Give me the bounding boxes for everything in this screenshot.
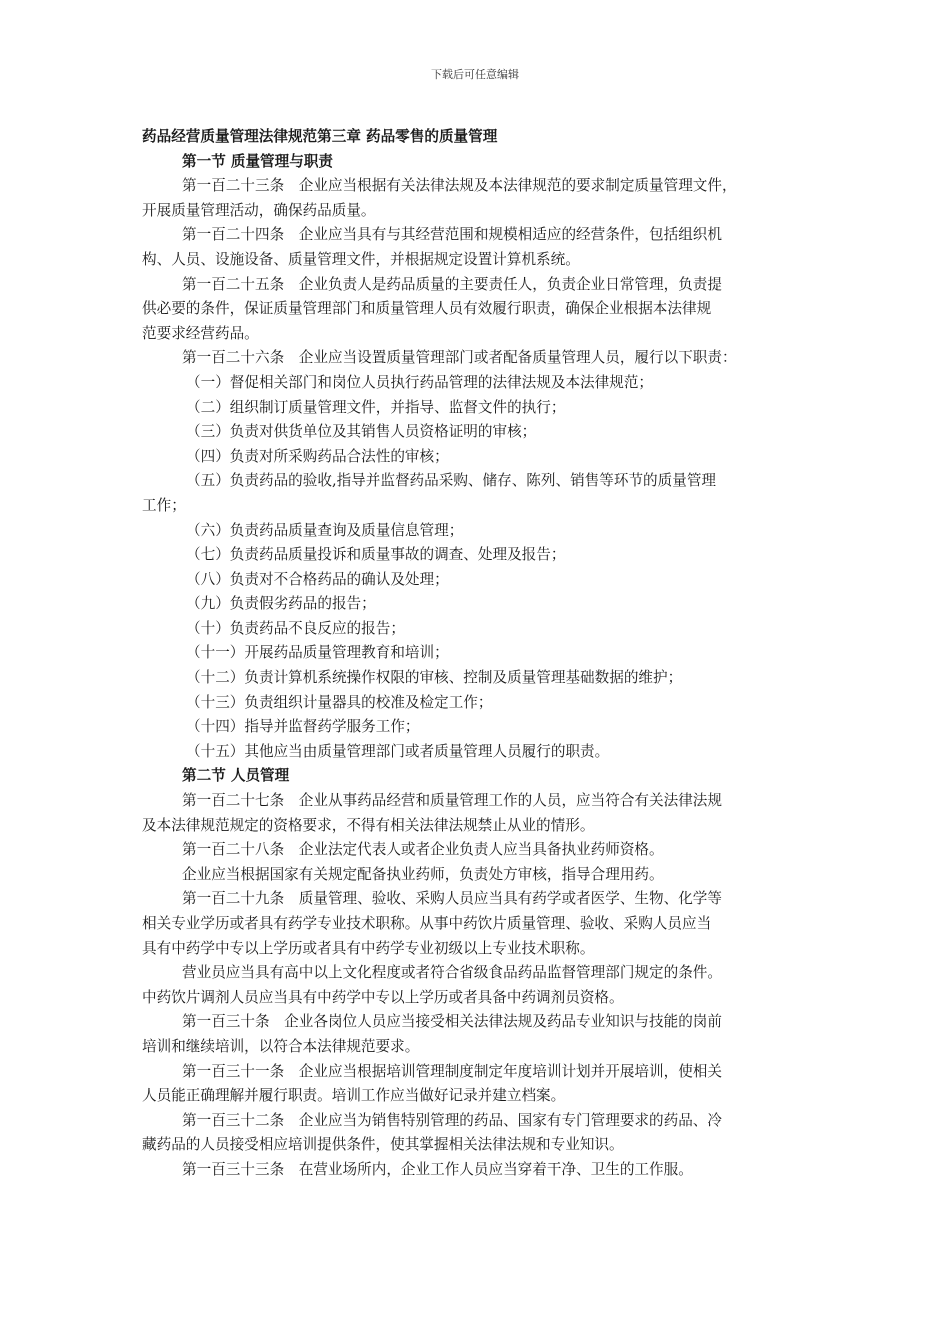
article-126-line: 第一百二十六条 企业应当设置质量管理部门或者配备质量管理人员，履行以下职责： <box>182 349 737 367</box>
duty-item: （十三）负责组织计量器具的校准及检定工作； <box>186 693 493 711</box>
chapter-title: 药品经营质量管理法律规范第三章 药品零售的质量管理 <box>142 128 498 145</box>
article-133-line: 第一百三十三条 在营业场所内，企业工作人员应当穿着干净、卫生的工作服。 <box>182 1160 693 1178</box>
duty-item: （八）负责对不合格药品的确认及处理； <box>186 570 449 588</box>
duty-item: （二）组织制订质量管理文件，并指导、监督文件的执行； <box>186 398 566 416</box>
article-132-line: 藏药品的人员接受相应培训提供条件，使其掌握相关法律法规和专业知识。 <box>142 1136 624 1154</box>
article-125-line: 供必要的条件，保证质量管理部门和质量管理人员有效履行职责，确保企业根据本法律规 <box>142 300 712 318</box>
duty-item: （十五）其他应当由质量管理部门或者质量管理人员履行的职责。 <box>186 742 610 760</box>
article-129-line: 具有中药学中专以上学历或者具有中药学专业初级以上专业技术职称。 <box>142 939 595 957</box>
page-header-note: 下载后可任意编辑 <box>431 68 519 81</box>
article-132-line: 第一百三十二条 企业应当为销售特别管理的药品、国家有专门管理要求的药品、冷 <box>182 1111 722 1129</box>
duty-item: （三）负责对供货单位及其销售人员资格证明的审核； <box>186 423 537 441</box>
sales-staff-paragraph-line: 中药饮片调剂人员应当具有中药学中专以上学历或者具备中药调剂员资格。 <box>142 988 624 1006</box>
section-heading-1: 第一节 质量管理与职责 <box>182 152 334 170</box>
duty-item: （十二）负责计算机系统操作权限的审核、控制及质量管理基础数据的维护； <box>186 669 683 687</box>
duty-item: （七）负责药品质量投诉和质量事故的调查、处理及报告； <box>186 546 566 564</box>
duty-item: （十）负责药品不良反应的报告； <box>186 619 405 637</box>
article-128-line: 企业应当根据国家有关规定配备执业药师，负责处方审核，指导合理用药。 <box>182 865 664 883</box>
article-124-line: 第一百二十四条 企业应当具有与其经营范围和规模相适应的经营条件，包括组织机 <box>182 226 722 244</box>
article-125-line: 第一百二十五条 企业负责人是药品质量的主要责任人，负责企业日常管理，负责提 <box>182 275 722 293</box>
duty-item-continuation: 工作； <box>142 496 186 514</box>
duty-item: （十四）指导并监督药学服务工作； <box>186 718 420 736</box>
article-131-line: 人员能正确理解并履行职责。培训工作应当做好记录并建立档案。 <box>142 1087 566 1105</box>
article-129-line: 相关专业学历或者具有药学专业技术职称。从事中药饮片质量管理、验收、采购人员应当 <box>142 915 712 932</box>
duty-item: （九）负责假劣药品的报告； <box>186 595 376 613</box>
sales-staff-paragraph-line: 营业员应当具有高中以上文化程度或者符合省级食品药品监督管理部门规定的条件。 <box>182 964 722 982</box>
article-131-line: 第一百三十一条 企业应当根据培训管理制度制定年度培训计划并开展培训，使相关 <box>182 1062 722 1080</box>
article-130-line: 培训和继续培训，以符合本法律规范要求。 <box>142 1037 420 1055</box>
article-130-line: 第一百三十条 企业各岗位人员应当接受相关法律法规及药品专业知识与技能的岗前 <box>182 1013 722 1031</box>
duty-item: （六）负责药品质量查询及质量信息管理； <box>186 521 464 539</box>
article-127-line: 及本法律规范规定的资格要求，不得有相关法律法规禁止从业的情形。 <box>142 816 595 834</box>
article-124-line: 构、人员、设施设备、质量管理文件，并根据规定设置计算机系统。 <box>142 250 580 268</box>
duty-item: （五）负责药品的验收,指导并监督药品采购、储存、陈列、销售等环节的质量管理 <box>186 472 717 490</box>
article-128-line: 第一百二十八条 企业法定代表人或者企业负责人应当具备执业药师资格。 <box>182 841 664 859</box>
duty-item: （四）负责对所采购药品合法性的审核； <box>186 447 449 465</box>
article-129-line: 第一百二十九条 质量管理、验收、采购人员应当具有药学或者医学、生物、化学等 <box>182 890 722 908</box>
section-heading-2: 第二节 人员管理 <box>182 767 290 785</box>
duty-item: （十一）开展药品质量管理教育和培训； <box>186 644 449 662</box>
article-125-line: 范要求经营药品。 <box>142 324 259 342</box>
article-123-line: 开展质量管理活动，确保药品质量。 <box>142 201 376 219</box>
article-123-line: 第一百二十三条 企业应当根据有关法律法规及本法律规范的要求制定质量管理文件， <box>182 177 737 195</box>
duty-item: （一）督促相关部门和岗位人员执行药品管理的法律法规及本法律规范； <box>186 373 654 391</box>
article-127-line: 第一百二十七条 企业从事药品经营和质量管理工作的人员，应当符合有关法律法规 <box>182 792 722 810</box>
document-body <box>142 125 814 1183</box>
